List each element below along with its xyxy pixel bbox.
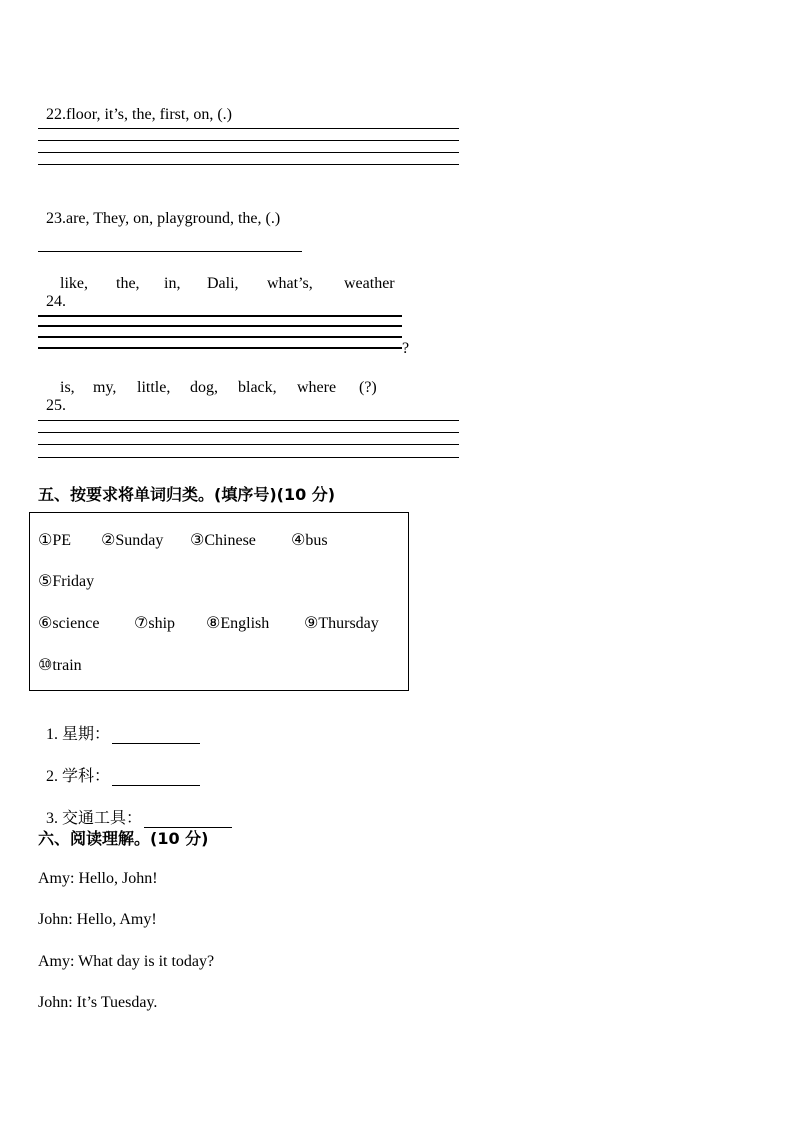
category-weekdays: 1. 星期： [38, 703, 200, 744]
answer-line[interactable] [38, 336, 402, 338]
fill-blank[interactable] [112, 727, 200, 744]
word: Dali, [207, 275, 239, 292]
word: like, [60, 275, 88, 292]
answer-line[interactable] [38, 347, 402, 349]
word: where [297, 379, 337, 396]
word: little, [137, 379, 171, 396]
word-bank-item: ⑨Thursday [304, 613, 379, 632]
category-subjects: 2. 学科： [38, 745, 200, 786]
dialogue-line: Amy: What day is it today? [38, 953, 215, 970]
answer-line[interactable] [38, 444, 459, 445]
category-transport: 3. 交通工具： [38, 787, 232, 828]
word: is, [60, 379, 75, 396]
category-label: 星期： [62, 724, 111, 743]
word-bank-item: ⑦ship [134, 613, 176, 632]
answer-line[interactable] [38, 325, 402, 327]
word: weather [344, 275, 395, 292]
answer-line[interactable] [38, 420, 459, 421]
fill-blank[interactable] [112, 769, 200, 786]
word: dog, [190, 379, 218, 396]
answer-line[interactable] [38, 457, 459, 458]
question-22 [38, 88, 232, 124]
word-bank-item: ②Sunday [101, 530, 164, 549]
section-5-title: 五、按要求将单词归类。(填序号)(10 分) [38, 485, 336, 504]
word: the, [116, 275, 140, 292]
answer-line[interactable] [38, 432, 459, 433]
word-bank-item: ①PE [38, 530, 72, 549]
end-punctuation: ? [402, 340, 410, 357]
answer-line[interactable] [38, 152, 459, 153]
word-bank-item: ⑥science [38, 613, 100, 632]
question-number: 23. [46, 210, 66, 227]
word-bank-item: ③Chinese [190, 530, 256, 549]
dialogue-line: John: It’s Tuesday. [38, 994, 158, 1011]
question-text: floor, it’s, the, first, on, (.) [66, 106, 232, 123]
word-bank-item: ④bus [291, 530, 328, 549]
word: in, [164, 275, 181, 292]
category-label: 交通工具： [62, 808, 143, 827]
question-number: 25. [46, 397, 66, 414]
word: (?) [359, 379, 377, 396]
question-number: 24. [46, 293, 66, 310]
word: black, [238, 379, 277, 396]
word-bank-item: ⑧English [206, 613, 270, 632]
answer-line[interactable] [38, 140, 459, 141]
question-text: are, They, on, playground, the, (.) [66, 210, 281, 227]
dialogue-line: Amy: Hello, John! [38, 870, 158, 887]
question-23 [38, 192, 280, 228]
question-number: 22. [46, 106, 66, 123]
category-label: 学科： [62, 766, 111, 785]
answer-line[interactable] [38, 315, 402, 317]
word: my, [93, 379, 117, 396]
answer-line[interactable] [38, 251, 302, 252]
answer-line[interactable] [38, 128, 459, 129]
answer-line[interactable] [38, 164, 459, 165]
section-6-title: 六、阅读理解。(10 分) [38, 829, 209, 848]
word-bank-item: ⑤Friday [38, 571, 95, 590]
word: what’s, [267, 275, 313, 292]
dialogue-line: John: Hello, Amy! [38, 911, 157, 928]
word-bank-item: ⑩train [38, 655, 82, 674]
